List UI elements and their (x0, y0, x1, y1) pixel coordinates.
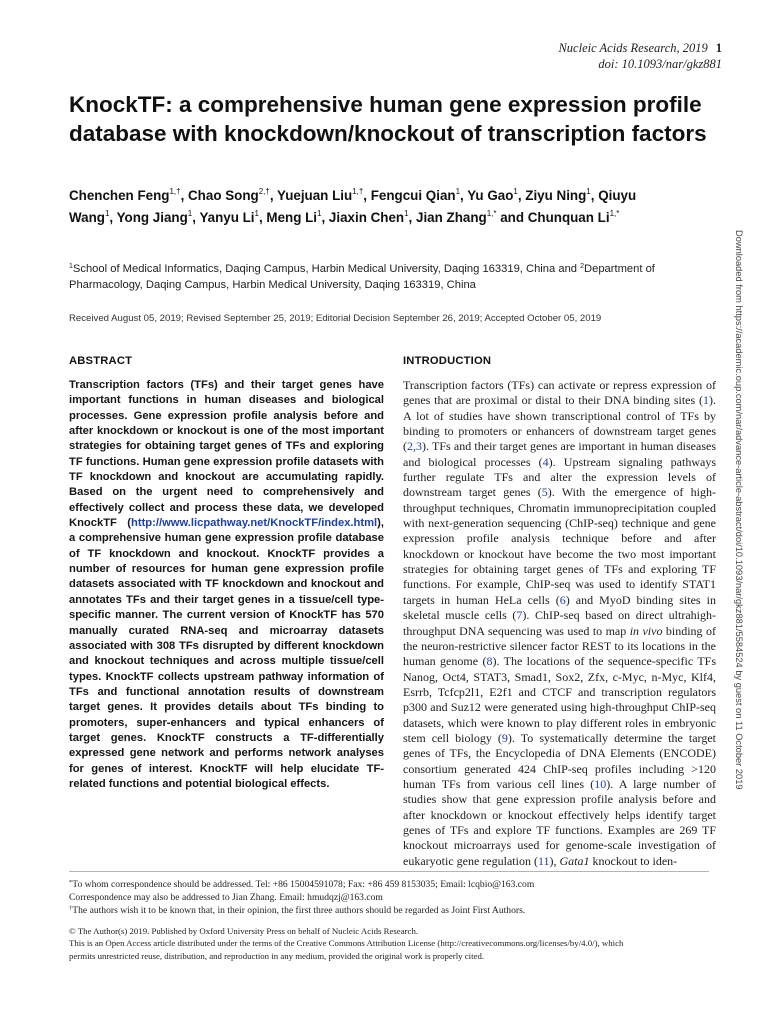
author-affiliation-marker: 1 (513, 187, 518, 196)
citation-link[interactable]: 9 (501, 730, 508, 745)
publication-dates: Received August 05, 2019; Revised September 25, 2019; Editorial Decision September 26, 2019; Accepted October 05, 2019 (69, 313, 602, 324)
intro-text: ), (549, 853, 560, 868)
citation-link[interactable]: 10 (594, 776, 607, 791)
footnote-text: To whom correspondence should be addressed. Tel: +86 15004591078; Fax: +86 459 8153035; Email: lcqbio@163.com (72, 879, 535, 890)
journal-name: Nucleic Acids Research, 2019 (558, 41, 708, 55)
copyright-line: © The Author(s) 2019. Published by Oxford University Press on behalf of Nucleic Acids Research. (69, 926, 419, 936)
article-title: KnockTF: a comprehensive human gene expression profile database with knockdown/knockout of transcription factors (69, 92, 707, 146)
footnotes (69, 878, 709, 917)
author-affiliation-marker: 1 (317, 209, 322, 218)
italic-term: in vivo (629, 623, 663, 638)
intro-text: ). The locations of the sequence-specific TFs Nanog, Oct4, STAT3, Smad1, Sox2, Zfx, c-Myc, n-Myc, Klf4, Esrrb, Tcfcp2l1, E2f1 and CTCF and transcription regulators p300 and Suz12 were generated using high-throughput ChIP-seq datasets, which were known to play different roles in embryonic stem cell biology ( (403, 654, 716, 745)
intro-text: ) and MyoD binding sites in skeletal muscle cells ( (403, 592, 716, 623)
intro-text: binding of the neuron-restrictive silencer factor REST to its locations in the human genome ( (403, 623, 716, 669)
author-affiliation-marker: 1 (586, 187, 591, 196)
author-separator: , (269, 188, 278, 203)
author-separator: , (460, 188, 468, 203)
footnote (69, 878, 709, 891)
author-separator: , (258, 210, 267, 225)
abstract-text: Transcription factors (TFs) and their target genes have important functions in human diseases and biological processes. Gene expression profile analysis before and after knockdown or knockout is one of the most important strategies for obtaining target genes of TFs and exploring TF functions. Human gene expression profile datasets with TF knockdown and knockout are accumulating rapidly. Based on the urgent need to comprehensively and effectively collect and process these data, we developed KnockTF ( (69, 379, 384, 530)
author-separator: , (321, 210, 329, 225)
footnote-text: The authors wish it to be known that, in their opinion, the first three authors should be regarded as Joint First Authors. (72, 905, 526, 916)
citation-link[interactable]: 6 (559, 592, 566, 607)
citation-link[interactable]: 2,3 (407, 439, 422, 454)
author-separator: , (109, 210, 117, 225)
introduction-body (403, 378, 716, 869)
italic-term: Gata1 (559, 853, 590, 868)
affiliations (69, 262, 719, 293)
author-name: Fengcui Qian (370, 188, 456, 203)
author-affiliation-marker: 1,† (352, 187, 364, 196)
page-number: 1 (715, 41, 722, 55)
footnote-divider (69, 871, 709, 872)
author-separator: , (517, 188, 526, 203)
doi: doi: 10.1093/nar/gkz881 (598, 57, 722, 71)
abstract-body (69, 378, 384, 792)
author-separator: , (408, 210, 416, 225)
intro-text: Transcription factors (TFs) can activate or repress expression of genes that are proximal or distal to their DNA binding sites ( (403, 378, 716, 408)
author-separator: , (192, 210, 200, 225)
author-affiliation-marker: 1,* (486, 209, 497, 218)
author-affiliation-marker: 2,† (258, 187, 270, 196)
author-affiliation-marker: 1,† (169, 187, 181, 196)
author-name: Chenchen Feng (69, 188, 170, 203)
license-block (69, 925, 719, 962)
author-name: Qiuyu Wang (69, 188, 637, 225)
citation-link[interactable]: 1 (703, 393, 709, 408)
footnote-marker: * (69, 879, 73, 886)
author-affiliation-marker: 1 (404, 209, 409, 218)
citation-link[interactable]: 11 (537, 853, 550, 868)
footnote-text: Correspondence may also be addressed to Jian Zhang. Email: hmudqzj@163.com (69, 892, 383, 903)
footnote (69, 904, 709, 917)
author-affiliation-marker: 1 (187, 209, 193, 218)
intro-text: ). TFs and their target genes are important in human diseases and biological processes ( (403, 439, 716, 469)
author-name: Meng Li (266, 210, 318, 225)
author-affiliation-marker: 1 (254, 209, 259, 218)
intro-text: ). With the emergence of high-throughput techniques, Chromatin immunoprecipitation coupled with next-generation sequencing (ChIP-seq) technique and gene expression profile analysis technique before and after knockdown or knockout have become the two most important strategies for obtaining target genes of TFs and exploring TF functions. For example, ChIP-seq was used to identify STAT1 targets in human HeLa cells ( (403, 485, 716, 607)
affiliation-2: Department of Pharmacology, Daqing Campus, Harbin Medical University, Daqing 163319, China (69, 263, 655, 291)
intro-text: knockout to iden- (589, 853, 678, 868)
citation-link[interactable]: 4 (542, 454, 549, 469)
intro-text: ). A large number of studies show that gene expression profile analysis before and after knockdown or knockout effectively helps identify target genes of TFs and explore TF functions. Examples are 269 TF knockout microarrays used for genome-scale investigation of eukaryotic gene regulation ( (403, 776, 716, 868)
affiliation-1: School of Medical Informatics, Daqing Campus, Harbin Medical University, Daqing 163319, China and (72, 263, 581, 275)
author-name: Yuejuan Liu (277, 188, 353, 203)
author-separator: and (496, 210, 528, 225)
intro-text: ). A lot of studies have shown transcriptional control of TFs by binding to promoters or enhancers of downstream target genes ( (403, 393, 716, 454)
author-name: Jian Zhang (416, 210, 487, 225)
citation-link[interactable]: 5 (541, 485, 548, 500)
author-name: Yong Jiang (116, 210, 188, 225)
intro-text: ). To systematically determine the target genes of TFs, the Encyclopedia of DNA Elements (ENCODE) consortium generated 424 ChIP-seq profiles including >120 human TFs from various cell lines ( (403, 730, 716, 791)
author-separator: , (590, 188, 599, 203)
introduction-heading: INTRODUCTION (403, 355, 492, 367)
author-name: Ziyu Ning (525, 188, 587, 203)
author-name: Chunquan Li (527, 210, 610, 225)
download-note: Downloaded from https://academic.oup.com/nar/advance-article-abstract/doi/10.1093/nar/gkz881/5584524 by guest on 11 October 2019 (734, 230, 744, 790)
abstract-text: ), a comprehensive human gene expression profile database of TF knockdown and knockout. KnockTF provides a number of resources for human gene expression profile datasets associated with TF knockdown and knockout and annotates TFs and their target genes in a tissue/cell type-specific manner. The current version of KnockTF has 570 manually curated RNA-seq and microarray datasets associated with 308 TFs disrupted by different knockdown and knockout techniques and across multiple tissue/cell types. KnockTF collects upstream pathway information of TFs and functional annotation results of downstream target genes. It provides details about TFs binding to promoters, super-enhancers and typical enhancers of target genes. KnockTF constructs a TF-differentially expressed gene network and performs network analyses for genes of interest. KnockTF will help elucidate TF-related functions and potential biological effects. (69, 517, 384, 790)
author-separator: , (363, 188, 371, 203)
running-head (558, 40, 722, 72)
intro-text: ). Upstream signaling pathways further regulate TFs and alter the expression levels of downstream target genes ( (403, 454, 717, 500)
author-affiliation-marker: 1,* (609, 209, 620, 218)
author-name: Chao Song (188, 188, 259, 203)
abstract-heading: ABSTRACT (69, 355, 133, 367)
knocktf-link[interactable]: http://www.licpathway.net/KnockTF/index.html (131, 517, 378, 530)
footnote-marker: † (69, 905, 73, 912)
author-name: Jiaxin Chen (328, 210, 405, 225)
author-separator: , (180, 188, 189, 203)
footnote (69, 891, 709, 904)
author-name: Yanyu Li (199, 210, 255, 225)
citation-link[interactable]: 8 (486, 654, 493, 669)
affiliation-marker: 1 (69, 263, 73, 270)
author-list (69, 185, 669, 229)
author-affiliation-marker: 1 (104, 209, 110, 218)
license-line: This is an Open Access article distributed under the terms of the Creative Commons Attribution License (http://creativecommons.org/licenses/by/4.0/), which (69, 938, 624, 949)
author-name: Yu Gao (467, 188, 514, 203)
affiliation-marker: 2 (580, 263, 585, 270)
license-line: permits unrestricted reuse, distribution, and reproduction in any medium, provided the original work is properly cited. (69, 950, 485, 961)
author-affiliation-marker: 1 (455, 187, 461, 196)
citation-link[interactable]: 7 (516, 608, 523, 623)
intro-text: ). ChIP-seq based on direct ultrahigh-throughput DNA sequencing was used to map (403, 608, 716, 638)
